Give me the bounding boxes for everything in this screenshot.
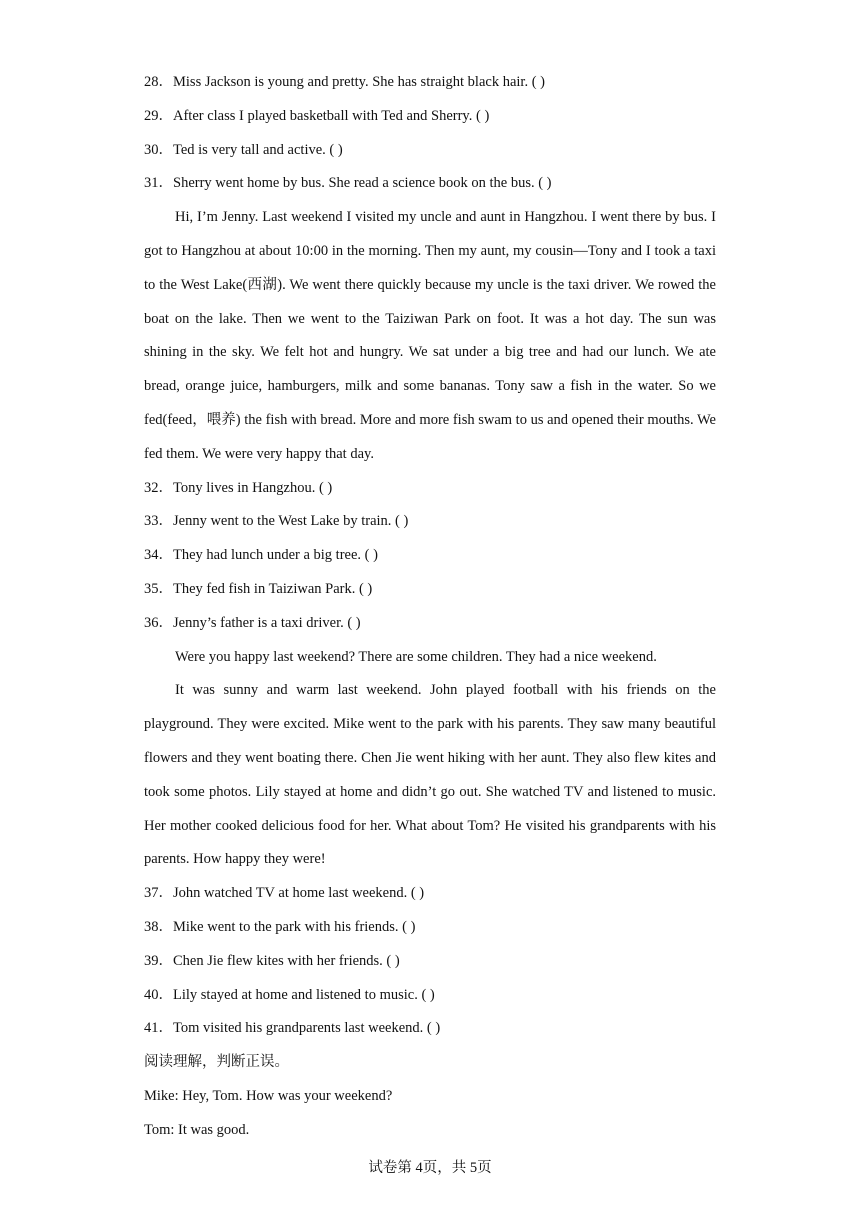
- dialogue-line: Tom: It was good.: [144, 1121, 250, 1138]
- question-number: 41．: [144, 1020, 173, 1037]
- question-31: [144, 167, 716, 201]
- question-number: 38．: [144, 918, 173, 935]
- question-number: 29．: [144, 107, 173, 124]
- reading-passage-1: [144, 201, 716, 471]
- question-text: Mike went to the park with his friends. ( ): [173, 918, 416, 935]
- question-group-a: [144, 66, 716, 201]
- question-40: [144, 979, 716, 1013]
- question-number: 33．: [144, 513, 173, 530]
- question-text: They fed fish in Taiziwan Park. ( ): [173, 580, 373, 597]
- question-38: [144, 911, 716, 945]
- question-group-b: [144, 472, 716, 641]
- question-33: [144, 505, 716, 539]
- question-30: [144, 134, 716, 168]
- question-number: 30．: [144, 141, 173, 158]
- question-number: 31．: [144, 175, 173, 192]
- question-number: 28．: [144, 74, 173, 90]
- question-28: [144, 66, 716, 100]
- question-32: [144, 472, 716, 506]
- question-number: 34．: [144, 547, 173, 564]
- reading-passage-2: [144, 641, 716, 878]
- question-text: Sherry went home by bus. She read a science book on the bus. ( ): [173, 175, 552, 192]
- dialogue-line: Mike: Hey, Tom. How was your weekend?: [144, 1087, 393, 1104]
- question-text: Jenny’s father is a taxi driver. ( ): [173, 614, 361, 631]
- question-group-c: [144, 877, 716, 1046]
- question-text: Tom visited his grandparents last weekend. ( ): [173, 1020, 441, 1037]
- question-29: [144, 100, 716, 134]
- question-text: Miss Jackson is young and pretty. She has straight black hair. ( ): [173, 74, 545, 90]
- question-text: Lily stayed at home and listened to music. ( ): [173, 986, 435, 1003]
- question-37: [144, 877, 716, 911]
- question-text: They had lunch under a big tree. ( ): [173, 547, 378, 564]
- question-39: [144, 945, 716, 979]
- dialogue: [144, 1080, 716, 1148]
- question-34: [144, 539, 716, 573]
- question-number: 40．: [144, 986, 173, 1003]
- question-number: 32．: [144, 479, 173, 496]
- question-41: [144, 1012, 716, 1046]
- question-36: [144, 607, 716, 641]
- page-content: [144, 66, 716, 1148]
- question-number: 37．: [144, 885, 173, 902]
- question-text: John watched TV at home last weekend. ( ): [173, 885, 425, 902]
- question-text: Ted is very tall and active. ( ): [173, 141, 343, 158]
- question-text: Tony lives in Hangzhou. ( ): [173, 479, 333, 496]
- passage-intro: Were you happy last weekend? There are some children. They had a nice weekend.: [175, 648, 657, 665]
- question-number: 35．: [144, 580, 173, 597]
- question-35: [144, 573, 716, 607]
- question-number: 39．: [144, 952, 173, 969]
- section-instruction: 阅读理解，判断正误。: [144, 1054, 289, 1071]
- question-number: 36．: [144, 614, 173, 631]
- page-footer: 试卷第 4页，共 5页: [368, 1160, 492, 1176]
- question-text: Chen Jie flew kites with her friends. ( ): [173, 952, 400, 969]
- question-text: After class I played basketball with Ted and Sherry. ( ): [173, 107, 490, 124]
- question-text: Jenny went to the West Lake by train. ( ): [173, 513, 409, 530]
- passage-paragraph: It was sunny and warm last weekend. John played football with his friends on the playground. They were excited. Mike went to the park with his parents. They saw many beautiful flowers and they went boating there. Chen Jie went hiking with her aunt. They also flew kites and took some photos. Lily stayed at home and didn’t go out. She watched TV and listened to music. Her mother cooked delicious food for her. What about Tom? He visited his grandparents with his parents. How happy they were!: [144, 682, 716, 868]
- passage-paragraph: Hi, I’m Jenny. Last weekend I visited my uncle and aunt in Hangzhou. I went there by bus. I got to Hangzhou at about 10:00 in the morning. Then my aunt, my cousin—Tony and I took a taxi to the West Lake(西湖). We went there quickly because my uncle is the taxi driver. We rowed the boat on the lake. Then we went to the Taiziwan Park on foot. It was a hot day. The sun was shining in the sky. We felt hot and hungry. We sat under a big tree and had our lunch. We ate bread, orange juice, hamburgers, milk and some bananas. Tony saw a fish in the water. So we fed(feed，喂养) the fish with bread. More and more fish swam to us and opened their mouths. We fed them. We were very happy that day.: [144, 209, 716, 462]
